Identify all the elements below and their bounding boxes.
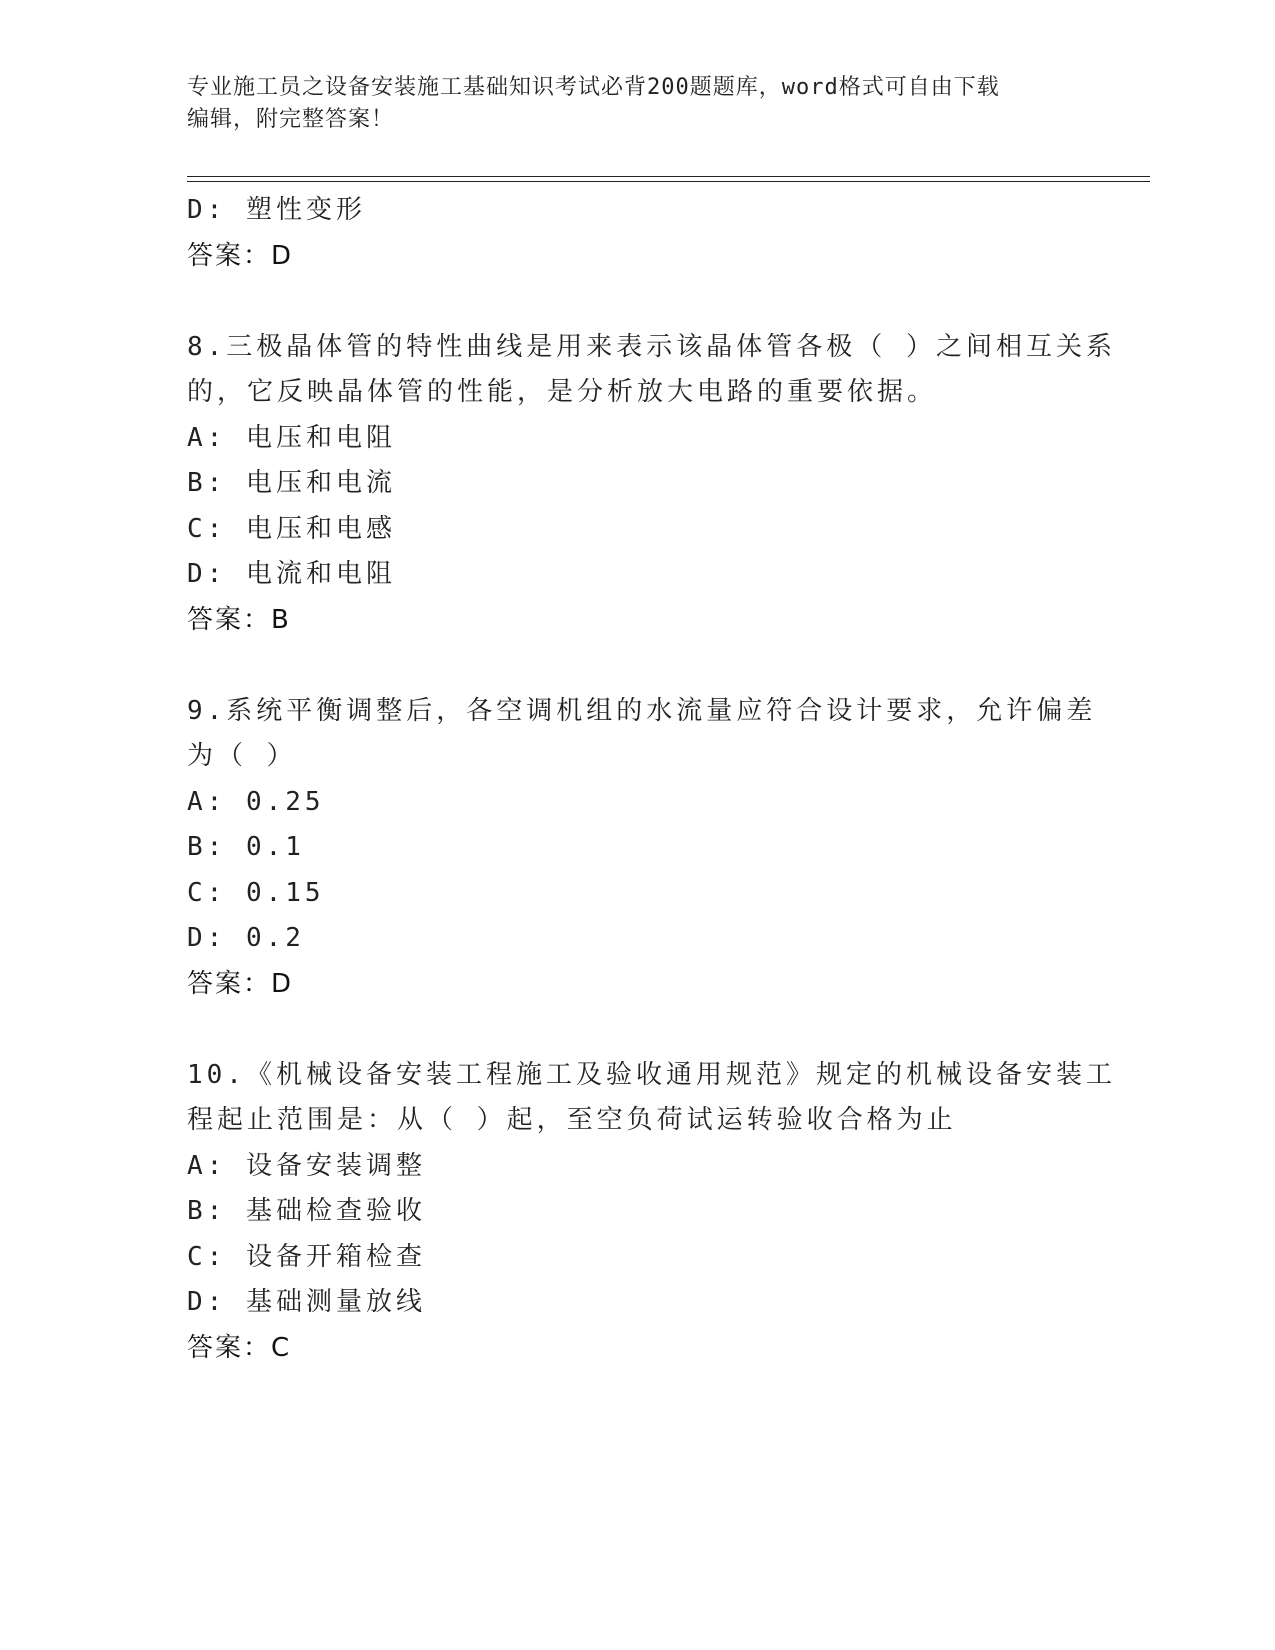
question-stem — [187, 325, 1116, 416]
answer: 答案：C — [187, 1332, 292, 1363]
question-stem-line: 为（ ） — [187, 741, 297, 771]
answer: 答案：D — [187, 968, 294, 999]
header-line-1: 专业施工员之设备安装施工基础知识考试必背200题题库，word格式可自由下载 — [187, 75, 1000, 100]
option-c: C: 0.15 — [187, 877, 325, 908]
option-d: D: 0.2 — [187, 923, 305, 953]
option-b: B: 基础检查验收 — [187, 1196, 426, 1226]
question-stem-line: 10.《机械设备安装工程施工及验收通用规范》规定的机械设备安装工 — [187, 1059, 1116, 1090]
question-10 — [187, 1053, 1116, 1372]
question-content — [187, 188, 1116, 1371]
option-d: D: 塑性变形 — [187, 195, 366, 225]
question-8 — [187, 325, 1116, 644]
option-a: A: 0.25 — [187, 786, 325, 817]
option-c: C: 设备开箱检查 — [187, 1241, 426, 1272]
answer: 答案：B — [187, 604, 291, 635]
question-stem-line: 9.系统平衡调整后，各空调机组的水流量应符合设计要求，允许偏差 — [187, 695, 1097, 726]
spacer — [187, 1007, 1087, 1053]
question-stem-line: 8.三极晶体管的特性曲线是用来表示该晶体管各极（ ）之间相互关系 — [187, 331, 1116, 362]
option-c: C: 电压和电感 — [187, 513, 396, 544]
question-stem-line: 的，它反映晶体管的性能，是分析放大电路的重要依据。 — [187, 377, 938, 407]
option-a: A: 设备安装调整 — [187, 1150, 426, 1181]
spacer — [187, 643, 1087, 689]
header-divider-bottom — [187, 181, 1150, 182]
option-d: D: 基础测量放线 — [187, 1287, 426, 1317]
header-divider-top — [187, 176, 1150, 177]
header-line-2: 编辑，附完整答案！ — [187, 107, 395, 132]
option-d: D: 电流和电阻 — [187, 559, 396, 589]
question-stem — [187, 1053, 1116, 1144]
option-a: A: 电压和电阻 — [187, 422, 396, 453]
question-stem — [187, 689, 1097, 780]
document-header — [187, 72, 1087, 136]
spacer — [187, 279, 1087, 325]
option-b: B: 电压和电流 — [187, 468, 396, 498]
option-b: B: 0.1 — [187, 832, 305, 862]
question-stem-line: 程起止范围是：从（ ）起，至空负荷试运转验收合格为止 — [187, 1105, 957, 1135]
question-9 — [187, 689, 1097, 1008]
answer: 答案：D — [187, 240, 294, 271]
